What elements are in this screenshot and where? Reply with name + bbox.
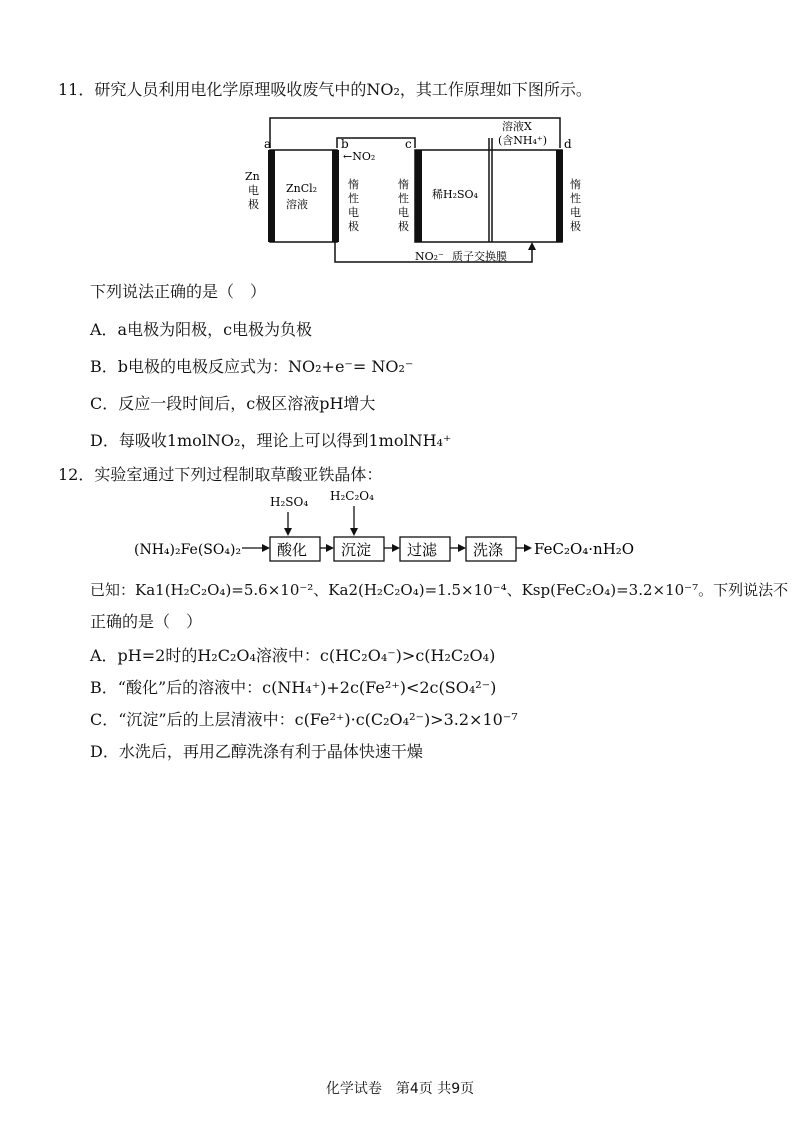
electrode-b bbox=[332, 150, 339, 242]
q12-known-2: 正确的是（ ） bbox=[90, 612, 203, 631]
svg-text:电: 电 bbox=[398, 206, 409, 219]
q12-option-d: D．水洗后，再用乙醇洗涤有利于晶体快速干燥 bbox=[90, 742, 423, 761]
q11-prompt: 下列说法正确的是（ ） bbox=[90, 282, 267, 301]
svg-text:惰: 惰 bbox=[398, 178, 409, 191]
q12-option-c: C．“沉淀”后的上层清液中：c(Fe²⁺)·c(C₂O₄²⁻)>3.2×10⁻⁷ bbox=[90, 710, 518, 729]
q11-option-d: D．每吸收1molNO₂，理论上可以得到1molNH₄⁺ bbox=[90, 431, 452, 450]
zn-label-1: Zn bbox=[245, 170, 260, 183]
label-d: d bbox=[564, 137, 572, 151]
no2-minus-label: NO₂⁻ bbox=[415, 250, 444, 263]
flow-product: FeC₂O₄·nH₂O bbox=[534, 540, 635, 558]
reagent-h2c2o4: H₂C₂O₄ bbox=[330, 490, 374, 503]
q12-known-1: 已知：Ka1(H₂C₂O₄)=5.6×10⁻²、Ka2(H₂C₂O₄)=1.5×10⁻⁴、Ksp(FeC₂O₄)=3.2×10⁻⁷。下列说法不 bbox=[90, 581, 789, 599]
svg-text:电: 电 bbox=[348, 206, 359, 219]
svg-text:电: 电 bbox=[570, 206, 581, 219]
zn-label-2: 电 bbox=[248, 184, 259, 197]
q11-option-c: C．反应一段时间后，c极区溶液pH增大 bbox=[90, 394, 376, 413]
inert-electrode-b-label bbox=[348, 177, 359, 233]
q11-option-a: A．a电极为阳极，c电极为负极 bbox=[90, 320, 313, 339]
h2so4-label: 稀H₂SO₄ bbox=[432, 188, 478, 201]
svg-text:极: 极 bbox=[348, 220, 359, 233]
wire-bc-top bbox=[337, 138, 415, 148]
svg-text:惰: 惰 bbox=[348, 178, 359, 191]
q12-option-b: B．“酸化”后的溶液中：c(NH₄⁺)+2c(Fe²⁺)<2c(SO₄²⁻) bbox=[90, 678, 497, 697]
svg-text:极: 极 bbox=[570, 220, 581, 233]
zn-electrode bbox=[268, 150, 275, 242]
inert-electrode-c-label bbox=[398, 177, 409, 233]
inert-electrode-d-label bbox=[570, 177, 581, 233]
flow-start: (NH₄)₂Fe(SO₄)₂ bbox=[134, 542, 242, 558]
reagent-h2so4: H₂SO₄ bbox=[270, 495, 309, 509]
svg-text:性: 性 bbox=[398, 192, 409, 205]
q12-stem: 12．实验室通过下列过程制取草酸亚铁晶体： bbox=[58, 465, 383, 484]
zn-label-3: 极 bbox=[248, 198, 259, 211]
step-filter: 过滤 bbox=[407, 541, 438, 559]
membrane-label: 质子交换膜 bbox=[452, 250, 507, 263]
svg-text:惰: 惰 bbox=[570, 178, 581, 191]
q11-option-b: B．b电极的电极反应式为：NO₂+e⁻= NO₂⁻ bbox=[90, 357, 414, 376]
svg-text:性: 性 bbox=[570, 192, 581, 205]
solution-x-label: 溶液X bbox=[502, 120, 532, 133]
electrode-d bbox=[556, 150, 563, 242]
step-wash: 洗涤 bbox=[473, 541, 504, 559]
step-acidify: 酸化 bbox=[277, 541, 308, 559]
no2-input: ←NO₂ bbox=[343, 150, 376, 163]
electrochemical-cell-diagram bbox=[240, 110, 600, 270]
zncl2-label: ZnCl₂ bbox=[286, 182, 318, 195]
zncl2-label-2: 溶液 bbox=[286, 198, 308, 211]
step-precipitate: 沉淀 bbox=[341, 541, 372, 559]
solution-x-sub: (含NH₄⁺) bbox=[498, 134, 548, 147]
svg-text:极: 极 bbox=[398, 220, 409, 233]
svg-text:性: 性 bbox=[348, 192, 359, 205]
label-c: c bbox=[405, 137, 412, 151]
q11-stem: 11．研究人员利用电化学原理吸收废气中的NO₂，其工作原理如下图所示。 bbox=[58, 80, 592, 99]
page-footer: 化学试卷 第4页 共9页 bbox=[325, 1081, 475, 1097]
label-b: b bbox=[341, 137, 349, 151]
electrode-c bbox=[415, 150, 422, 242]
q12-option-a: A．pH=2时的H₂C₂O₄溶液中：c(HC₂O₄⁻)>c(H₂C₂O₄) bbox=[90, 646, 496, 665]
process-flow-diagram bbox=[130, 490, 650, 570]
label-a: a bbox=[264, 137, 272, 151]
zn-cell bbox=[270, 150, 337, 242]
